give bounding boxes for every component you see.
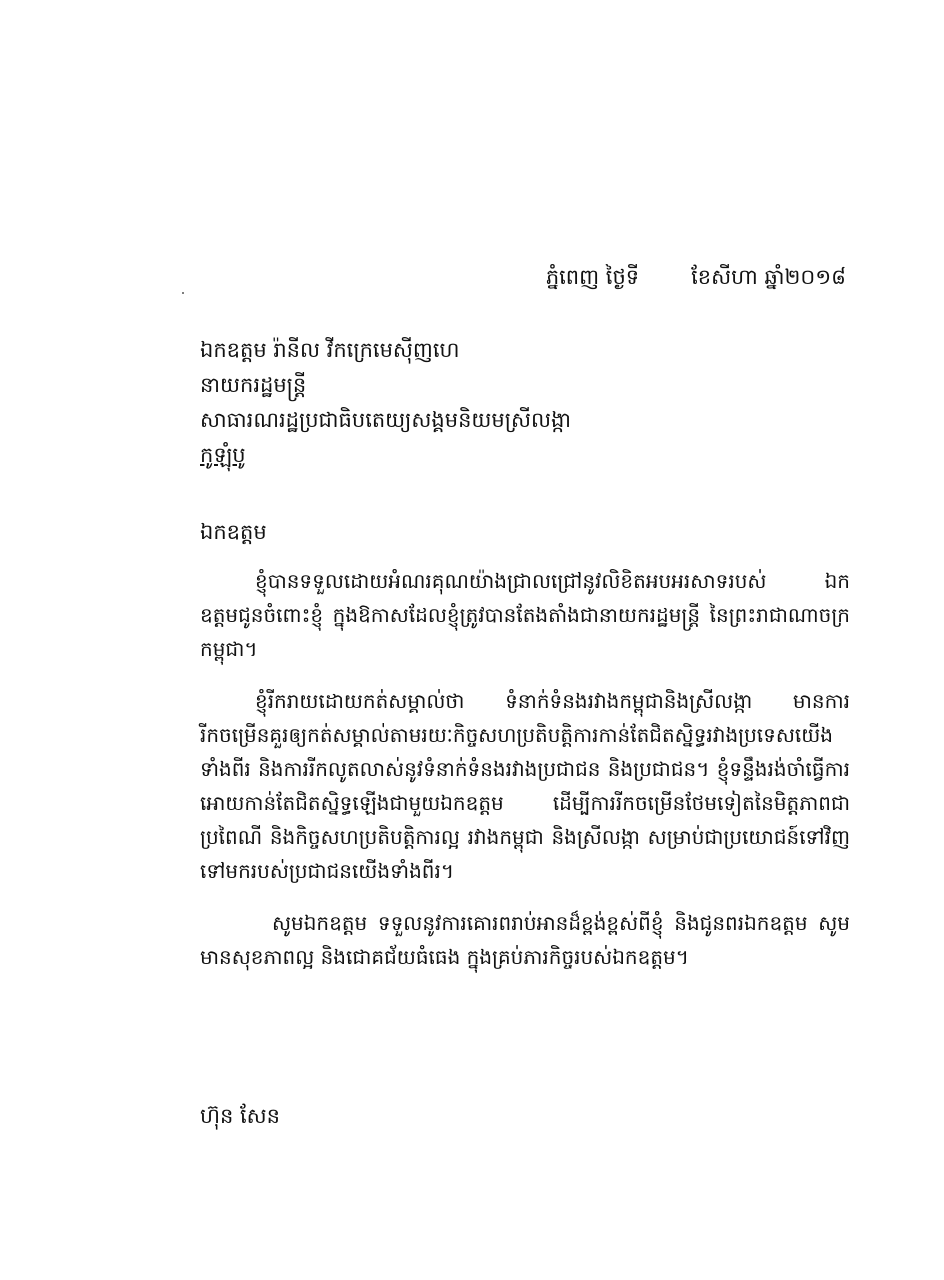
date-place-day: ភ្នំពេញ ថ្ងៃទី (545, 265, 640, 289)
scan-speck (182, 292, 184, 294)
addressee-block (200, 333, 571, 473)
letter-body (200, 564, 850, 992)
addressee-country: សាធារណរដ្ឋប្រជាធិបតេយ្យសង្គមនិយមស្រីលង្កា (200, 408, 571, 432)
date-month-year: ខែសីហា ឆ្នាំ២០១៨ (691, 265, 846, 289)
addressee-name: ឯកឧត្តម រ៉ានីល វីកក្រេមេស៊ីញហេ (200, 338, 460, 362)
body-paragraph-1: ខ្ញុំបានទទួលដោយអំណរគុណយ៉ាងជ្រាលជ្រៅនូវលិខិតអបអរសាទរបស់ ឯកឧត្តមជូនចំពោះខ្ញុំ ក្នុងឱកាសដែលខ្ញុំត្រូវបានតែងតាំងជានាយករដ្ឋមន្ត្រី នៃព្រះរាជាណាចក្រកម្ពុជា។ (200, 569, 850, 661)
date-line (546, 262, 846, 292)
salutation: ឯកឧត្តម (200, 520, 267, 544)
body-paragraph-2: ខ្ញុំរីករាយដោយកត់សម្គាល់ថា ទំនាក់ទំនងរវាងកម្ពុជានិងស្រីលង្កា មានការរីកចម្រើនគួរឲ្យកត់សម្គាល់តាមរយៈកិច្ចសហប្រតិបត្តិការកាន់តែជិតស្និទ្ធរវាងប្រទេសយើងទាំងពីរ និងការរីកលូតលាស់នូវទំនាក់ទំនងរវាងប្រជាជន និងប្រជាជន។ ខ្ញុំទន្ទឹងរង់ចាំធ្វើការអោយកាន់តែជិតស្និទ្ធឡើងជាមួយឯកឧត្តម ដើម្បីការរីកចម្រើនថែមទៀតនៃមិត្តភាពជាប្រពៃណី និងកិច្ចសហប្រតិបត្តិការល្អ រវាងកម្ពុជា និងស្រីលង្កា សម្រាប់ជាប្រយោជន៍ទៅវិញទៅមករបស់ប្រជាជនយើងទាំងពីរ។ (200, 689, 850, 883)
body-paragraph-3: សូមឯកឧត្តម ទទួលនូវការគោរពរាប់អានដ៏ខ្ពង់ខ្ពស់ពីខ្ញុំ និងជូនពរឯកឧត្តម សូមមានសុខភាពល្អ និងជោគជ័យធំធេង ក្នុងគ្រប់ភារកិច្ចរបស់ឯកឧត្តម។ (200, 911, 850, 969)
addressee-title: នាយករដ្ឋមន្ត្រី (200, 373, 307, 397)
signature-name: ហ៊ុន សែន (200, 1104, 280, 1128)
addressee-city: កូឡុំបូ (200, 443, 246, 467)
